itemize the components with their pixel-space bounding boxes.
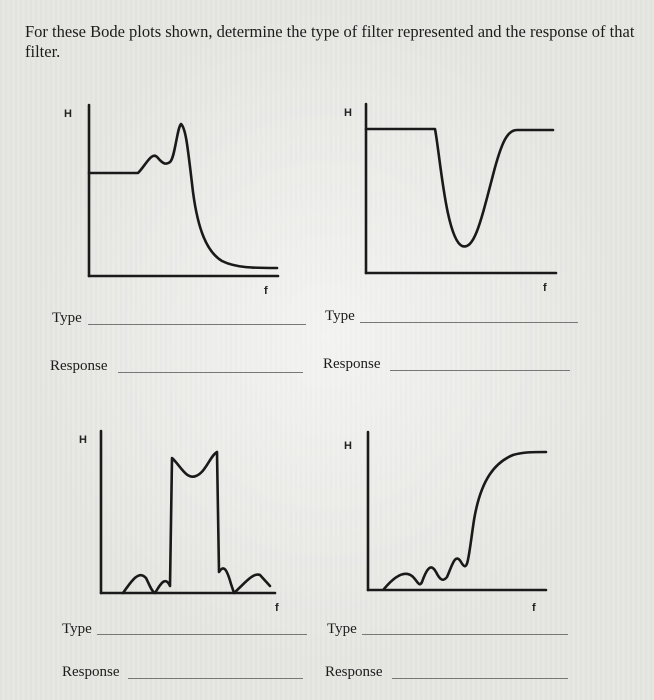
response-label: Response — [62, 664, 120, 680]
f-axis-label: f — [264, 285, 268, 297]
type-label: Type — [327, 621, 357, 637]
f-axis-label: f — [532, 602, 536, 614]
h-axis-label: H — [64, 108, 72, 120]
h-axis-label: H — [79, 434, 87, 446]
type-field-bandpass — [62, 620, 92, 638]
h-axis-label: H — [344, 440, 352, 452]
response-field-bandpass — [62, 663, 120, 681]
response-label: Response — [50, 358, 108, 374]
type-field-highpass — [327, 620, 357, 638]
type-field-bandstop — [325, 307, 355, 325]
type-label: Type — [52, 310, 82, 326]
h-axis-label: H — [344, 107, 352, 119]
response-field-highpass — [325, 663, 383, 681]
response-field-bandstop — [323, 355, 381, 373]
f-axis-label: f — [543, 282, 547, 294]
response-label: Response — [323, 356, 381, 372]
question-heading: For these Bode plots shown, determine the type of filter represented and the response of that filter. — [25, 22, 635, 61]
type-label: Type — [325, 308, 355, 324]
response-field-lowpass — [50, 357, 108, 375]
response-label: Response — [325, 664, 383, 680]
type-label: Type — [62, 621, 92, 637]
f-axis-label: f — [275, 602, 279, 614]
type-field-lowpass — [52, 309, 82, 327]
highpass-response-curve — [384, 452, 546, 589]
